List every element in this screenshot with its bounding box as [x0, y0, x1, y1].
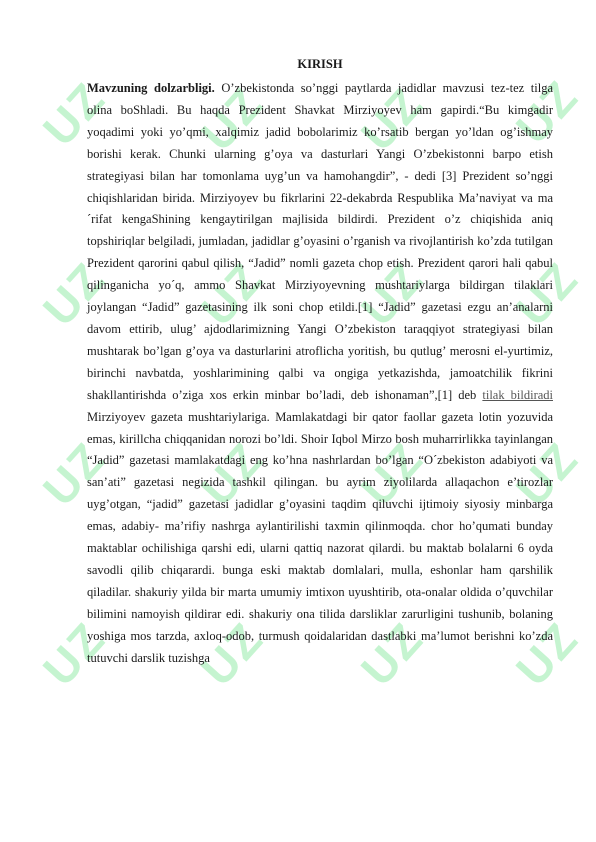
watermark-logo: UZ — [190, 77, 274, 161]
watermark-logo: UZ — [350, 432, 434, 516]
paragraph-text: O’zbekistonda so’nggi paytlarda jadidlar mavzusi tez-tez tilga olina boShladi. Bu haqda Prezident Shavkat Mirziyoyev ham gapirdi.“Bu kimgadir yoqadimi yoki yo’qmi, xalqimiz jadid bobolarimiz ko’rsatib bergan yo’ldan og’ishmay borishi kerak. Chunki ularning g’oya va dasturlari Yangi O’zbekistonni barpo etish strategiyasi bilan har tomonlama uyg’un va hamohangdir”, - dedi [3] Prezident so’nggi chiqishlaridan birida. Mirziyoyev bu fikrlarini 22-dekabrda Respublika Ma’naviyat va ma´rifat kengaShining kengaytirilgan majlisida bildirdi. Prezident o’z chiqishida aniq topshiriqlar belgiladi, jumladan, jadidlar g’oyasini o’rganish va rivojlantirish ko’zda tutilgan Prezident qarorini qabul qilish, “Jadid” nomli gazeta chop etish. Prezident qarori hali qabul qilinganicha yo´q, ammo Shavkat Mirziyoyevning mushtariylarga bildirgan tilaklari joylangan “Jadid” gazetasining ilk soni chop etildi.[1] “Jadid” gazetasi ezgu an’analarni davom ettirib, ulug’ ajdodlarimizning Yangi O’zbekiston taraqqiyot strategiyasi bilan mushtarak bo’lgan g’oya va dasturlarini atroflicha yoritish, bu qutlug’ merosni el-yurtimiz, birinchi navbatda, yoshlarimining qalbi va ongiga yetkazishda, jamoatchilik fikrini shakllantirishda o’ziga xos erkin minbar bo’ladi, deb ishonaman”,[1] deb — [87, 81, 553, 402]
watermark-logo: UZ — [32, 252, 116, 336]
watermark-logo: UZ — [32, 612, 116, 696]
watermark-logo: UZ — [32, 72, 116, 156]
watermark-logo: UZ — [505, 432, 589, 516]
section-title: KIRISH — [297, 57, 343, 71]
watermark-logo: UZ — [505, 70, 589, 154]
watermark-logo: UZ — [350, 77, 434, 161]
body-paragraph — [87, 78, 553, 669]
watermark-logo: UZ — [505, 252, 589, 336]
watermark-logo: UZ — [350, 612, 434, 696]
watermark-logo: UZ — [350, 252, 434, 336]
inline-link[interactable]: tilak bildiradi — [482, 387, 553, 402]
document-body — [87, 56, 553, 669]
paragraph-text-continued: Mirziyoyev gazeta mushtariylariga. Mamlakatdagi bir qator faollar gazeta lotin yozuvida emas, kirillcha chiqqanidan norozi bo’ldi. Shoir Iqbol Mirzo bosh muharrirlikka tayinlangan “Jadid” gazetasi mamlakatdagi eng ko’hna nashrlardan bo’lgan “O´zbekiston adabiyoti va san’ati” gazetasi negizida tashkil qilingan. bu ayrim ziyolilarda allaqachon e’tirozlar uyg’otgan, “jadid” gazetasi jadidlar g’oyasini taqdim qiluvchi ijtimoiy siyosiy minbarga emas, adabiy- ma’rifiy nashrga aylantirilishi taxmin qilinmoqda. chor ho’qumati bunday maktablar ochilishiga qarshi edi, ularni qattiq nazorat qilardi. bu maktab bolalarni 6 oyda savodli qilib chiqarardi. bunga eski maktab domlalari, mulla, eshonlar ham qarshilik qiladilar. shakuriy yilda bir marta umumiy imtixon uyushtirib, ota-onalar oldida o’quvchilar bilimini namoyish qildirar edi. shakuriy ona tilida darsliklar zarurligini tushunib, bolaning yoshiga mos tarzda, axloq-odob, turmush qoidalaridan dastlabki ma’lumot berishni ko’zda tutuvchi darslik tuzishga — [87, 409, 553, 665]
paragraph-lead: Mavzuning dolzarbligi. — [87, 81, 215, 95]
watermark-logo: UZ — [190, 432, 274, 516]
watermark-logo: UZ — [190, 612, 274, 696]
watermark-logo: UZ — [32, 432, 116, 516]
watermark-logo: UZ — [505, 612, 589, 696]
watermark-logo: UZ — [190, 252, 274, 336]
